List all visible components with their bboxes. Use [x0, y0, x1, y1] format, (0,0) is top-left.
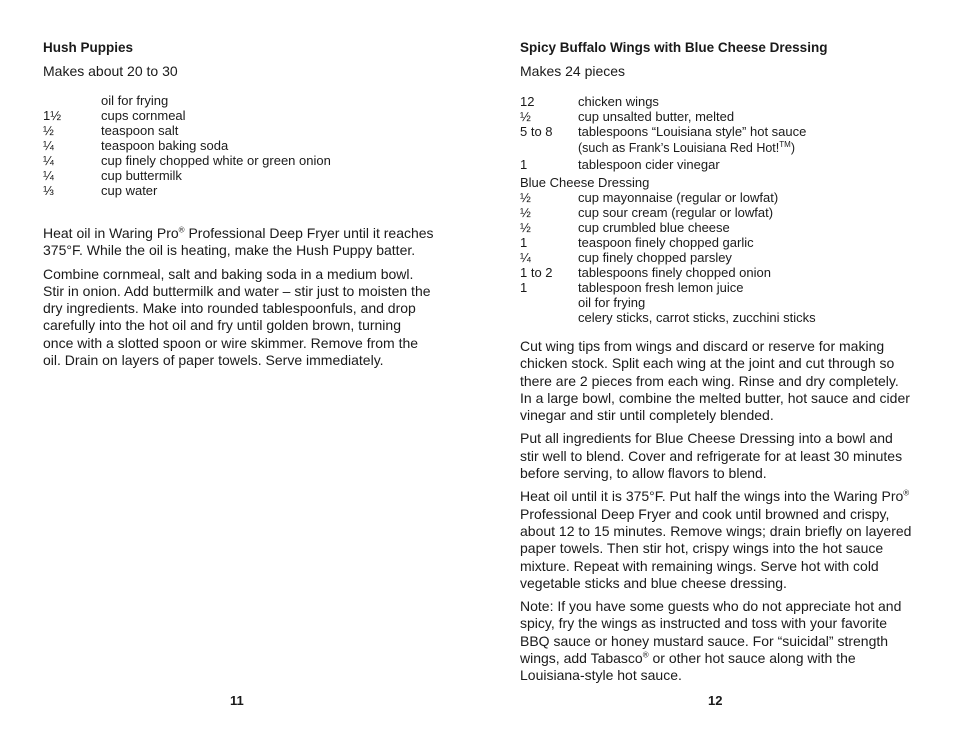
- ingredient-item: cup crumbled blue cheese: [578, 220, 730, 235]
- instruction-paragraph: [520, 488, 912, 592]
- ingredient-qty: 12: [520, 94, 535, 109]
- paragraph-text: Heat oil until it is 375°F. Put half the wings into the Waring Pro: [520, 488, 904, 505]
- instructions: [43, 225, 435, 375]
- instruction-paragraph: [43, 225, 435, 260]
- ingredient-qty: [520, 310, 578, 325]
- page-right: [520, 0, 920, 738]
- recipe-title: Hush Puppies: [43, 40, 134, 55]
- instructions: [520, 338, 912, 691]
- registered-mark: ®: [903, 488, 910, 498]
- ingredient-qty: 1: [520, 157, 528, 172]
- ingredient-row: [43, 168, 443, 183]
- ingredient-row: [520, 280, 920, 295]
- ingredient-qty: ¼: [43, 153, 54, 168]
- ingredient-qty: ⅓: [43, 183, 54, 198]
- ingredient-item: celery sticks, carrot sticks, zucchini sticks: [578, 310, 816, 325]
- page-number: 11: [230, 693, 244, 708]
- ingredient-qty: [520, 295, 578, 310]
- paragraph-text: Note: If you have some guests who do not appreciate hot and spicy, fry the wings as instructed and toss with your favorite BBQ sauce or honey mustard sauce. For “suicidal” strength wings, add Tabasco: [520, 598, 902, 667]
- page-left: [43, 0, 443, 738]
- ingredient-row: [520, 235, 920, 250]
- recipe-yield: Makes 24 pieces: [520, 63, 626, 79]
- ingredient-qty: ¼: [43, 138, 54, 153]
- page-number: 12: [708, 693, 723, 708]
- ingredient-item: chicken wings: [578, 94, 659, 109]
- ingredient-list: [520, 94, 920, 325]
- paragraph-text: Heat oil in Waring Pro: [43, 225, 179, 241]
- ingredient-item: tablespoon cider vinegar: [578, 157, 720, 172]
- ingredient-row: [520, 190, 920, 205]
- ingredient-qty: ½: [520, 220, 531, 235]
- instruction-paragraph: Combine cornmeal, salt and baking soda in a medium bowl. Stir in onion. Add buttermilk and water – stir just to moisten the dry ingredients. Make into rounded tablespoonfuls, and drop carefully into the hot oil and fry until golden brown, turning once with a slotted spoon or wire skimmer. Remove from the oil. Drain on layers of paper towels. Serve immediately.: [43, 265, 431, 369]
- ingredient-qty: ½: [520, 109, 531, 124]
- ingredient-item: cup sour cream (regular or lowfat): [578, 205, 774, 220]
- trademark-mark: TM: [779, 139, 791, 149]
- ingredient-row: [520, 310, 920, 325]
- paragraph-text: Professional Deep Fryer until it reaches 375°F. While the oil is heating, make the Hush Puppy batter.: [43, 225, 434, 259]
- instruction-paragraph: [520, 598, 912, 684]
- ingredient-item: teaspoon finely chopped garlic: [578, 235, 754, 250]
- ingredient-qty: 1½: [43, 108, 62, 123]
- instruction-paragraph: Put all ingredients for Blue Cheese Dressing into a bowl and stir well to blend. Cover and refrigerate for at least 30 minutes before serving, to allow flavors to blend.: [520, 430, 903, 482]
- ingredient-item: cup water: [101, 183, 158, 198]
- ingredient-item: oil for frying: [101, 93, 169, 108]
- ingredient-qty: ¼: [520, 250, 531, 265]
- ingredient-qty: 1: [520, 235, 528, 250]
- ingredient-row: [520, 94, 920, 109]
- ingredient-row: [520, 250, 920, 265]
- ingredient-row: [520, 265, 920, 280]
- registered-mark: ®: [178, 225, 185, 235]
- ingredient-row: [43, 183, 443, 198]
- ingredient-item: teaspoon salt: [101, 123, 179, 138]
- ingredient-row: [43, 138, 443, 153]
- instruction-paragraph: Cut wing tips from wings and discard or reserve for making chicken stock. Split each wing at the joint and cut through so there are 2 pieces from each wing. Rinse and dry completely. In a large bowl, combine the melted butter, hot sauce and cider vinegar and stir until completely blended.: [520, 338, 910, 424]
- ingredient-qty: ¼: [43, 168, 54, 183]
- ingredient-row: [520, 157, 920, 172]
- ingredient-row: [520, 109, 920, 124]
- ingredient-item: tablespoons “Louisiana style” hot sauce: [578, 124, 807, 139]
- ingredient-row: [520, 124, 920, 139]
- ingredient-row: [43, 108, 443, 123]
- ingredient-row: [43, 123, 443, 138]
- recipe-yield: Makes about 20 to 30: [43, 63, 178, 79]
- ingredient-qty: ½: [520, 205, 531, 220]
- ingredient-item: teaspoon baking soda: [101, 138, 229, 153]
- ingredient-item: cup finely chopped parsley: [578, 250, 732, 265]
- ingredient-item: oil for frying: [578, 295, 646, 310]
- ingredient-qty: 1 to 2: [520, 265, 553, 280]
- ingredient-item: cup unsalted butter, melted: [578, 109, 735, 124]
- paragraph-text: Professional Deep Fryer and cook until browned and crispy, about 12 to 15 minutes. Remove wings; drain briefly on layered paper towels. Then stir hot, crispy wings into the hot sauce mixture. Repeat with remaining wings. Serve hot with cold vegetable sticks and blue cheese dressing.: [520, 505, 912, 591]
- note-text: ): [790, 141, 795, 155]
- ingredient-qty: ½: [520, 190, 531, 205]
- ingredient-item: cup mayonnaise (regular or lowfat): [578, 190, 779, 205]
- ingredient-item: tablespoons finely chopped onion: [578, 265, 771, 280]
- note-text: (such as Frank’s Louisiana Red Hot!: [578, 141, 780, 155]
- registered-mark: ®: [642, 650, 649, 660]
- paragraph-text: or other hot sauce along with the Louisiana-style hot sauce.: [520, 650, 856, 684]
- ingredient-qty: ½: [43, 123, 54, 138]
- ingredient-item: tablespoon fresh lemon juice: [578, 280, 744, 295]
- recipe-title: Spicy Buffalo Wings with Blue Cheese Dressing: [520, 40, 828, 55]
- ingredient-row: [43, 93, 443, 108]
- ingredient-note: [520, 141, 920, 156]
- ingredient-row: [43, 153, 443, 168]
- ingredient-row: [520, 295, 920, 310]
- ingredient-qty: 1: [520, 280, 528, 295]
- ingredient-list: [43, 93, 443, 198]
- ingredient-item: cup finely chopped white or green onion: [101, 153, 331, 168]
- dressing-heading: Blue Cheese Dressing: [520, 175, 650, 190]
- ingredient-item: cups cornmeal: [101, 108, 186, 123]
- ingredient-qty: 5 to 8: [520, 124, 553, 139]
- ingredient-item: cup buttermilk: [101, 168, 182, 183]
- ingredient-qty: [43, 93, 101, 108]
- ingredient-row: [520, 205, 920, 220]
- ingredient-row: [520, 220, 920, 235]
